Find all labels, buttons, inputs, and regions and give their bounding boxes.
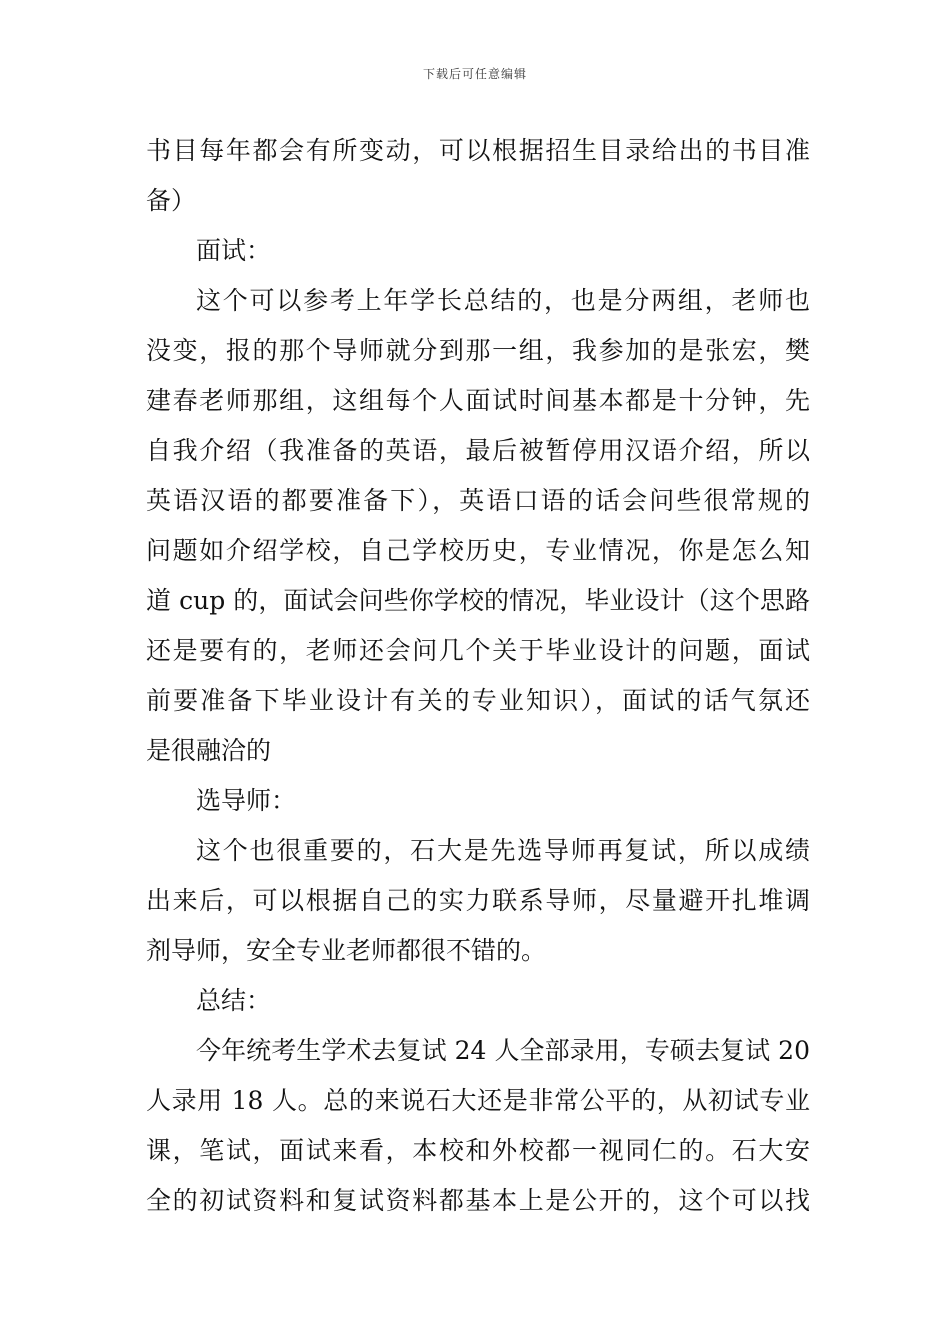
paragraph-line: 前要准备下毕业设计有关的专业知识），面试的话气氛还 xyxy=(146,686,810,715)
paragraph-line: 课，笔试，面试来看，本校和外校都一视同仁的。石大安 xyxy=(146,1136,810,1165)
paragraph-line: 全的初试资料和复试资料都基本上是公开的，这个可以找 xyxy=(146,1186,810,1215)
section-heading-interview: 面试： xyxy=(196,236,272,265)
paragraph-line: 英语汉语的都要准备下），英语口语的话会问些很常规的 xyxy=(146,486,810,515)
page-header: 下载后可任意编辑 xyxy=(422,67,527,81)
paragraph-line: 人录用 18 人。总的来说石大还是非常公平的，从初试专业 xyxy=(146,1086,810,1115)
section-heading-advisor: 选导师： xyxy=(196,786,297,815)
paragraph-line: 是很融洽的 xyxy=(146,736,272,765)
paragraph-line: 没变，报的那个导师就分到那一组，我参加的是张宏，樊 xyxy=(146,336,810,365)
document-body xyxy=(146,126,810,1226)
section-heading-summary: 总结： xyxy=(196,986,272,1015)
paragraph-line: 这个也很重要的，石大是先选导师再复试，所以成绩 xyxy=(196,836,810,865)
paragraph-line: 自我介绍（我准备的英语，最后被暂停用汉语介绍，所以 xyxy=(146,436,810,465)
paragraph-line: 剂导师，安全专业老师都很不错的。 xyxy=(146,936,547,965)
paragraph-line: 今年统考生学术去复试 24 人全部录用，专硕去复试 20 xyxy=(196,1036,810,1065)
paragraph-line: 备） xyxy=(146,186,197,215)
paragraph-line: 这个可以参考上年学长总结的，也是分两组，老师也 xyxy=(196,286,810,315)
paragraph-line: 出来后，可以根据自己的实力联系导师，尽量避开扎堆调 xyxy=(146,886,810,915)
paragraph-line: 建春老师那组，这组每个人面试时间基本都是十分钟，先 xyxy=(146,386,810,415)
paragraph-line: 还是要有的，老师还会问几个关于毕业设计的问题，面试 xyxy=(146,636,810,665)
paragraph-line: 道 cup 的，面试会问些你学校的情况，毕业设计（这个思路 xyxy=(146,586,810,615)
paragraph-line: 书目每年都会有所变动，可以根据招生目录给出的书目准 xyxy=(146,136,810,165)
paragraph-line: 问题如介绍学校，自己学校历史，专业情况，你是怎么知 xyxy=(146,536,810,565)
